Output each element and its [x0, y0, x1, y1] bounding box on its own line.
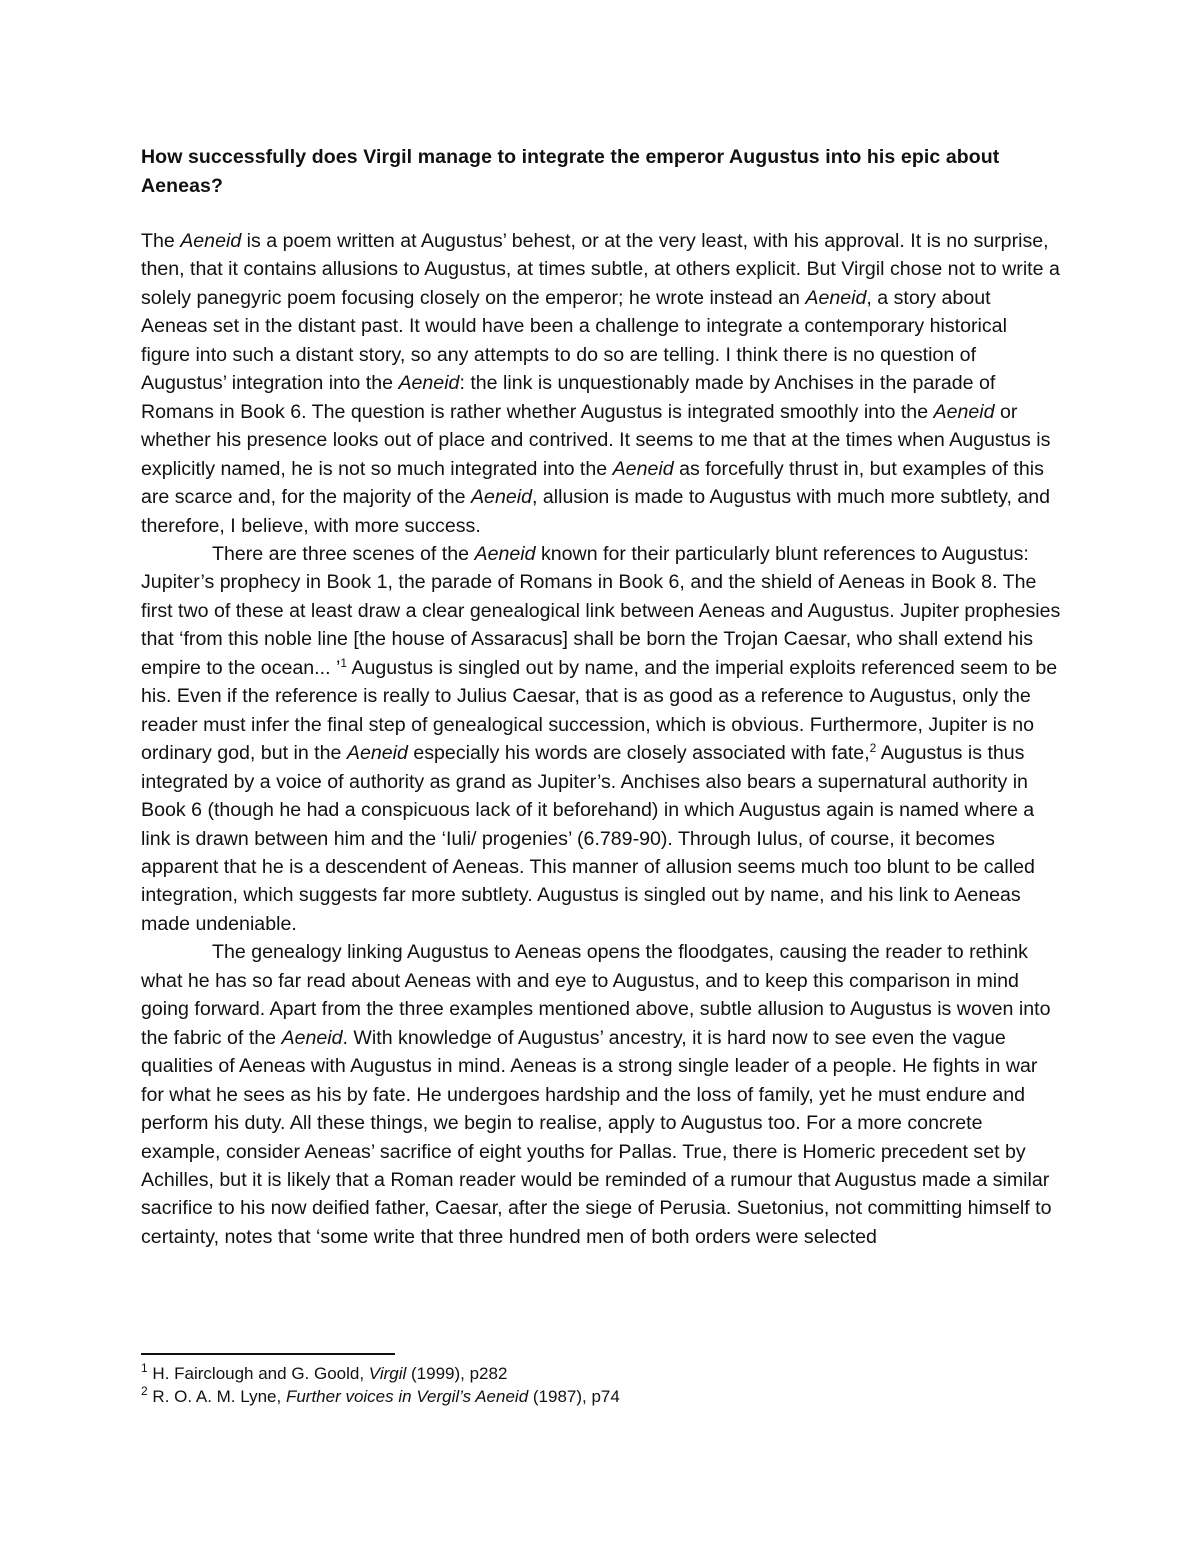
text-run: The genealogy linking Augustus to Aeneas opens the floodgates, causing the reader to rethink what he has so far read about Aeneas with and eye to Augustus, and to keep this comparison in mind going forward. Apart from the three examples mentioned above, subtle allusion to Augustus is woven into the fabric of the: [141, 941, 1051, 1049]
footnote-marker: 1: [340, 655, 348, 670]
paragraph: [141, 938, 1061, 1251]
text-run: Augustus is singled out by name, and the imperial exploits referenced seem to be his. Even if the reference is really to Julius Caesar, that is as good as a reference to Augustus, only the reader must infer the final step of genealogical succession, which is obvious. Furthermore, Jupiter is no ordinary god, but in the: [141, 656, 1058, 765]
text-run: or whether his presence looks out of place and contrived. It seems to me that at the times when Augustus is explicitly named, he is not so much integrated into the: [141, 400, 1051, 480]
italic-text: Aeneid: [281, 1026, 343, 1049]
italic-text: Aeneid: [933, 400, 995, 423]
italic-text: Aeneid: [346, 742, 408, 765]
italic-text: Aeneid: [474, 542, 536, 565]
italic-text: Aeneid: [612, 457, 674, 480]
italic-text: Aeneid: [398, 372, 460, 395]
paragraph: [141, 227, 1061, 540]
footnote-1: [141, 1362, 1041, 1385]
italic-text: Aeneid: [180, 230, 242, 252]
text-run: is a poem written at Augustus’ behest, or at the very least, with his approval. It is no surprise, then, that it contains allusions to Augustus, at times subtle, at others explicit. But Virgil chose not to write a solely panegyric poem focusing closely on the emperor; he wrote instead an: [141, 230, 1060, 309]
footnote-marker: 2: [869, 741, 877, 756]
text-run: . With knowledge of Augustus’ ancestry, it is hard now to see even the vague qualities of Aeneas with Augustus in mind. Aeneas is a strong single leader of a people. He fights in war for what he sees as his by fate. He undergoes hardship and the loss of family, yet he must endure and perform his duty. All these things, we begin to realise, apply to Augustus too. For a more concrete example, consider Aeneas’ sacrifice of eight youths for Pallas. True, there is Homeric precedent set by Achilles, but it is likely that a Roman reader would be reminded of a rumour that Augustus made a similar sacrifice to his now deified father, Caesar, after the siege of Perusia. Suetonius, not committing himself to certainty, notes that ‘some write that three hundred men of both orders were selected: [141, 1026, 1052, 1248]
italic-text: Virgil: [368, 1364, 407, 1383]
italic-text: Aeneid: [805, 286, 867, 309]
text-run: especially his words are closely associated with fate,: [407, 742, 870, 765]
text-run: R. O. A. M. Lyne,: [147, 1387, 286, 1406]
text-run: (1987), p74: [528, 1387, 620, 1406]
text-run: , a story about Aeneas set in the distant past. It would have been a challenge to integrate a contemporary historical figure into such a distant story, so any attempts to do so are telling. I think there is no question of Augustus’ integration into the: [141, 286, 1007, 395]
italic-text: Further voices in Vergil’s Aeneid: [285, 1387, 529, 1406]
essay-title: How successfully does Virgil manage to integrate the emperor Augustus into his epic about Aeneas?: [141, 146, 1000, 197]
text-run: : the link is unquestionably made by Anchises in the parade of Romans in Book 6. The question is rather whether Augustus is integrated smoothly into the: [141, 372, 996, 423]
paragraph: [141, 540, 1061, 938]
footnote-marker: 2: [141, 1384, 148, 1398]
essay-body: [141, 227, 1061, 1251]
footnote-2: [141, 1385, 1041, 1408]
text-run: There are three scenes of the: [212, 542, 475, 565]
text-run: known for their particularly blunt references to Augustus: Jupiter’s prophecy in Book 1, the parade of Romans in Book 6, and the shield of Aeneas in Book 8. The first two of these at least draw a clear genealogical link between Aeneas and Augustus. Jupiter prophesies that ‘from this noble line [the house of Assaracus] shall be born the Trojan Caesar, who shall extend his empire to the ocean... ’: [141, 542, 1061, 679]
footnote-separator: [141, 1353, 395, 1355]
footnotes: [141, 1362, 1041, 1408]
text-run: Augustus is thus integrated by a voice of authority as grand as Jupiter’s. Anchises also bears a supernatural authority in Book 6 (though he had a conspicuous lack of it beforehand) in which Augustus again is named where a link is drawn between him and the ‘Iuli/ progenies’ (6.789-90). Through Iulus, of course, it becomes apparent that he is a descendent of Aeneas. This manner of allusion seems much too blunt to be called integration, which suggests far more subtlety. Augustus is singled out by name, and his link to Aeneas made undeniable.: [141, 742, 1035, 935]
text-run: H. Fairclough and G. Goold,: [147, 1364, 369, 1383]
text-run: as forcefully thrust in, but examples of this are scarce and, for the majority of the: [141, 457, 1044, 509]
italic-text: Aeneid: [470, 486, 532, 509]
text-run: (1999), p282: [406, 1364, 508, 1383]
footnote-marker: 1: [141, 1361, 148, 1375]
text-run: The: [141, 230, 181, 252]
text-run: , allusion is made to Augustus with much more subtlety, and therefore, I believe, with more success.: [141, 486, 1051, 537]
